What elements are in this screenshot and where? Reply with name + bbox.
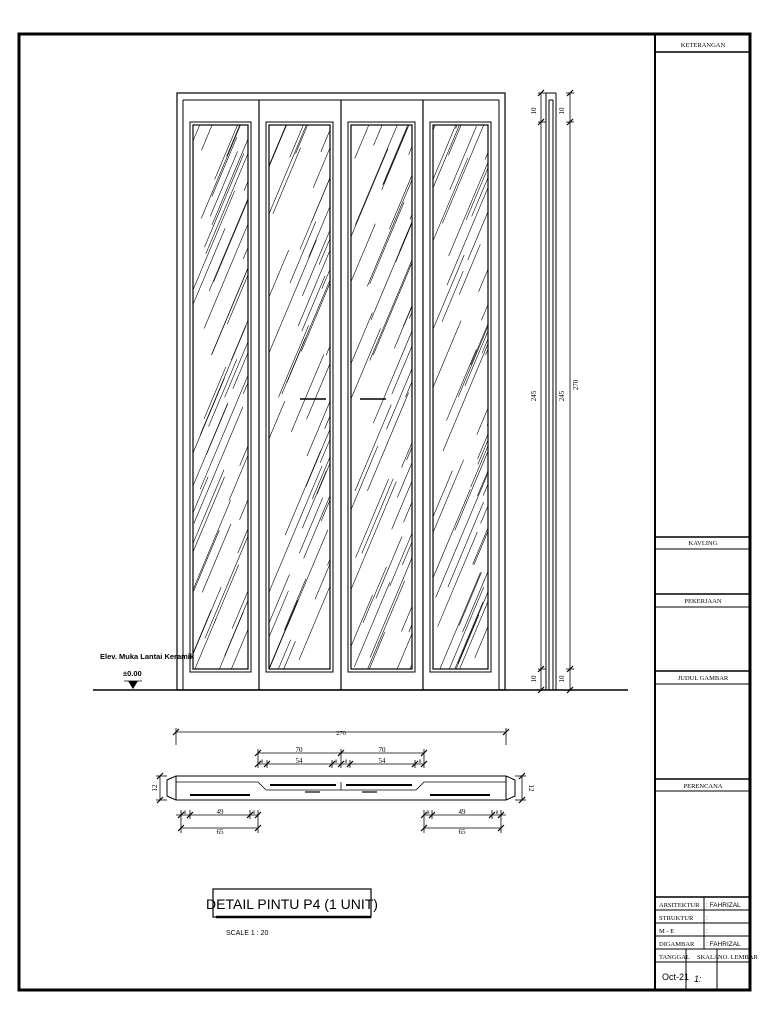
glass-hatch-stroke bbox=[396, 174, 433, 263]
glass-hatch-stroke bbox=[402, 391, 434, 468]
glass-hatch-stroke bbox=[362, 479, 393, 554]
dim-height-245-left: 245 bbox=[530, 390, 538, 402]
glass-hatch-stroke bbox=[367, 393, 408, 491]
glass-hatch-stroke bbox=[192, 191, 235, 293]
drawing-scale: SCALE 1 : 20 bbox=[226, 930, 269, 937]
dim-glass-49-right: 49 bbox=[458, 808, 466, 816]
glass-hatch-stroke bbox=[286, 680, 308, 734]
glass-hatch-stroke bbox=[206, 142, 253, 254]
glass-hatch-stroke bbox=[261, 591, 289, 657]
glass-hatch-stroke bbox=[291, 354, 324, 432]
glass-hatch-stroke bbox=[232, 578, 253, 629]
glass-hatch-stroke bbox=[289, 63, 310, 114]
dim-8-b: 8 bbox=[334, 759, 338, 765]
glass-hatch-stroke bbox=[261, 250, 289, 316]
glass-hatch-stroke bbox=[194, 407, 243, 523]
glass-hatch-stroke bbox=[487, 333, 526, 426]
glass-hatch-stroke bbox=[299, 637, 352, 763]
glass-hatch-stroke bbox=[263, 108, 313, 227]
dim-8-a: 8 bbox=[260, 759, 264, 765]
dim-8-h: 8 bbox=[495, 810, 499, 816]
glass-hatch-2 bbox=[259, 0, 383, 768]
glass-hatch-stroke bbox=[208, 612, 244, 697]
glass-hatch-stroke bbox=[448, 102, 470, 155]
glass-hatch-stroke bbox=[445, 602, 482, 691]
elevation-marker-icon bbox=[128, 681, 138, 689]
glass-hatch-stroke bbox=[432, 61, 486, 190]
glass-hatch-stroke bbox=[398, 634, 440, 734]
glass-hatch-stroke bbox=[449, 156, 491, 256]
glass-hatch-stroke bbox=[405, 283, 453, 397]
glass-hatch-stroke bbox=[404, 421, 447, 522]
glass-hatch-stroke bbox=[240, 69, 264, 125]
glass-hatch-stroke bbox=[259, 401, 284, 461]
glass-hatch-stroke bbox=[212, 269, 248, 355]
dim-glass-54-left: 54 bbox=[295, 757, 303, 765]
glass-hatch-stroke bbox=[437, 668, 465, 735]
glass-hatch-stroke bbox=[484, 642, 522, 733]
dim-depth-12-left: 12 bbox=[151, 784, 159, 792]
glass-hatch-stroke bbox=[439, 587, 484, 694]
glass-hatch-stroke bbox=[471, 401, 507, 487]
glass-hatch-stroke bbox=[433, 57, 456, 111]
dim-panel-70-left: 70 bbox=[295, 746, 303, 754]
glass-hatch-stroke bbox=[439, 572, 480, 670]
glass-hatch-stroke bbox=[342, 313, 372, 385]
glass-hatch-stroke bbox=[319, 152, 366, 265]
glass-hatch-stroke bbox=[458, 321, 490, 397]
tanggal-label: TANGGAL bbox=[659, 954, 690, 961]
glass-hatch-stroke bbox=[370, 553, 414, 657]
glass-hatch-stroke bbox=[300, 155, 340, 249]
glass-hatch-stroke bbox=[268, 466, 322, 595]
glass-hatch-stroke bbox=[231, 291, 260, 360]
door-elevation bbox=[177, 93, 505, 690]
glass-hatch-stroke bbox=[448, 502, 484, 587]
glass-hatch-stroke bbox=[478, 368, 516, 459]
glass-hatch-stroke bbox=[466, 147, 497, 220]
struktur-value: : bbox=[706, 915, 708, 922]
glass-hatch-stroke bbox=[367, 169, 416, 286]
glass-hatch-1 bbox=[184, 22, 296, 774]
glass-hatch-stroke bbox=[227, 241, 262, 324]
glass-hatch-stroke bbox=[384, 127, 408, 184]
digambar-value: : FAHRIZAL bbox=[706, 941, 741, 948]
glass-hatch-stroke bbox=[214, 161, 265, 282]
me-label: M - E bbox=[659, 928, 675, 935]
glass-hatch-stroke bbox=[447, 183, 490, 285]
glass-hatch-stroke bbox=[284, 579, 306, 631]
glass-hatch-stroke bbox=[433, 255, 464, 329]
glass-hatch-stroke bbox=[313, 104, 348, 188]
dim-8-e: 8 bbox=[183, 810, 187, 816]
glass-hatch-stroke bbox=[427, 471, 452, 532]
glass-hatch-stroke bbox=[285, 451, 321, 536]
glass-hatch-stroke bbox=[212, 96, 266, 225]
glass-hatch-stroke bbox=[312, 395, 356, 499]
glass-hatch-stroke bbox=[482, 303, 503, 353]
pekerjaan-header: PEKERJAAN bbox=[684, 598, 722, 605]
glass-hatch-stroke bbox=[443, 342, 489, 451]
glass-hatch-stroke bbox=[344, 446, 377, 525]
dim-glass-54-right: 54 bbox=[378, 757, 386, 765]
dim-8-g: 8 bbox=[426, 810, 430, 816]
plan-section bbox=[156, 728, 526, 833]
glass-hatch-stroke bbox=[269, 640, 291, 693]
dim-top-10-left: 10 bbox=[530, 107, 538, 115]
glass-hatch-stroke bbox=[370, 202, 404, 284]
glass-hatch-stroke bbox=[479, 206, 515, 292]
digambar-label: DIGAMBAR bbox=[659, 941, 695, 948]
glass-hatch-stroke bbox=[241, 668, 266, 728]
dim-panel-65-left: 65 bbox=[216, 828, 224, 836]
glass-hatch-stroke bbox=[355, 96, 381, 158]
judul-gambar-header: JUDUL GAMBAR bbox=[677, 675, 729, 682]
glass-hatch-stroke bbox=[240, 379, 276, 466]
glass-hatch-stroke bbox=[472, 149, 501, 217]
dim-top-10-right: 10 bbox=[558, 107, 566, 115]
glass-hatch-stroke bbox=[212, 137, 237, 197]
glass-hatch-stroke bbox=[397, 432, 424, 497]
glass-hatch-stroke bbox=[302, 470, 326, 528]
glass-hatch-stroke bbox=[347, 681, 380, 760]
glass-hatch-stroke bbox=[315, 676, 349, 757]
glass-hatch-stroke bbox=[355, 115, 401, 225]
keterangan-header: KETERANGAN bbox=[680, 42, 726, 49]
glass-hatch-stroke bbox=[240, 417, 283, 520]
glass-hatch-stroke bbox=[362, 24, 401, 116]
glass-hatch-stroke bbox=[358, 581, 405, 692]
glass-hatch-stroke bbox=[312, 64, 334, 117]
glass-hatch-stroke bbox=[442, 271, 463, 322]
dim-bottom-10-left: 10 bbox=[530, 675, 538, 683]
glass-hatch-stroke bbox=[344, 0, 393, 116]
dim-panel-65-right: 65 bbox=[458, 828, 466, 836]
glass-hatch-stroke bbox=[201, 67, 236, 150]
dim-height-270: 270 bbox=[572, 379, 580, 391]
glass-hatch-stroke bbox=[296, 94, 321, 153]
side-section bbox=[538, 90, 574, 693]
glass-hatch-stroke bbox=[409, 192, 462, 319]
glass-hatch-stroke bbox=[456, 21, 501, 128]
glass-hatch-stroke bbox=[212, 50, 241, 120]
glass-hatch-stroke bbox=[278, 325, 308, 397]
glass-hatch-stroke bbox=[394, 258, 432, 348]
glass-hatch-stroke bbox=[430, 321, 461, 395]
glass-hatch-stroke bbox=[376, 536, 402, 598]
tanggal-value: Oct-21 bbox=[662, 972, 690, 982]
glass-hatch-stroke bbox=[448, 686, 480, 763]
glass-hatch-4 bbox=[424, 21, 526, 774]
glass-hatch-stroke bbox=[431, 614, 479, 728]
glass-hatch-stroke bbox=[189, 500, 231, 600]
dim-panel-70-right: 70 bbox=[378, 746, 386, 754]
title-block bbox=[655, 52, 750, 990]
glass-hatch-stroke bbox=[462, 521, 509, 632]
dim-bottom-10-right: 10 bbox=[558, 675, 566, 683]
glass-hatch-stroke bbox=[426, 685, 464, 774]
glass-hatch-stroke bbox=[217, 580, 268, 702]
glass-hatch-stroke bbox=[370, 261, 412, 361]
glass-hatch-stroke bbox=[459, 244, 480, 294]
glass-hatch-stroke bbox=[442, 125, 483, 223]
glass-hatch-stroke bbox=[309, 149, 354, 257]
glass-hatch-stroke bbox=[433, 101, 466, 179]
glass-hatch-stroke bbox=[374, 20, 427, 145]
glass-hatch-stroke bbox=[214, 565, 239, 624]
glass-hatch-stroke bbox=[191, 403, 228, 491]
glass-hatch-stroke bbox=[477, 340, 517, 435]
sheet-border bbox=[19, 34, 750, 990]
elevation-value: ±0.00 bbox=[123, 669, 142, 678]
glass-hatch-stroke bbox=[315, 518, 349, 599]
glass-hatch-stroke bbox=[471, 289, 503, 365]
elevation-label: Elev. Muka Lantai Keramik bbox=[100, 652, 195, 661]
glass-hatch-stroke bbox=[401, 548, 436, 632]
glass-hatch-stroke bbox=[478, 393, 508, 465]
dim-total-width: 270 bbox=[336, 730, 346, 737]
glass-hatch-stroke bbox=[307, 386, 336, 456]
glass-hatch-stroke bbox=[447, 596, 491, 700]
glass-hatch-stroke bbox=[262, 66, 311, 182]
no-lembar-label: NO. LEMBAR bbox=[718, 954, 758, 961]
glass-hatch-stroke bbox=[474, 492, 505, 565]
glass-hatch-stroke bbox=[446, 22, 488, 122]
glass-hatch-stroke bbox=[321, 419, 364, 521]
glass-hatch-stroke bbox=[317, 384, 363, 494]
glass-hatch-stroke bbox=[345, 595, 373, 662]
kavling-header: KAVLING bbox=[688, 540, 718, 547]
glass-hatch-stroke bbox=[299, 547, 346, 660]
glass-hatch-stroke bbox=[189, 378, 225, 463]
glass-hatch-stroke bbox=[188, 50, 231, 153]
glass-hatch-stroke bbox=[299, 498, 322, 554]
glass-hatch-stroke bbox=[371, 232, 408, 320]
glass-hatch-stroke bbox=[243, 203, 267, 259]
glass-hatch-stroke bbox=[459, 572, 481, 625]
glass-hatch-stroke bbox=[269, 641, 295, 704]
glass-hatch-stroke bbox=[447, 349, 477, 420]
glass-hatch-stroke bbox=[347, 482, 396, 598]
glass-hatch-stroke bbox=[210, 151, 237, 216]
struktur-label: STRUKTUR bbox=[659, 915, 694, 922]
glass-hatch-stroke bbox=[450, 126, 477, 190]
perencana-header: PERENCANA bbox=[683, 783, 723, 790]
glass-hatch-stroke bbox=[386, 303, 439, 429]
dim-glass-49-left: 49 bbox=[216, 808, 224, 816]
dim-8-d: 8 bbox=[418, 759, 422, 765]
glass-hatch-stroke bbox=[407, 345, 456, 461]
glass-hatch-3 bbox=[342, 0, 462, 771]
glass-hatch-stroke bbox=[485, 101, 510, 160]
glass-hatch-stroke bbox=[282, 338, 306, 394]
glass-hatch-stroke bbox=[473, 452, 520, 565]
skala-value: 1: bbox=[694, 974, 702, 984]
glass-hatch-stroke bbox=[260, 106, 295, 189]
glass-hatch-stroke bbox=[362, 8, 411, 125]
glass-hatch-stroke bbox=[264, 240, 316, 365]
glass-hatch-stroke bbox=[215, 678, 250, 761]
glass-hatch-stroke bbox=[306, 400, 343, 487]
glass-hatch-stroke bbox=[356, 479, 389, 558]
dim-8-c: 8 bbox=[344, 759, 348, 765]
drawing-title: DETAIL PINTU P4 (1 UNIT) bbox=[206, 896, 378, 912]
glass-hatch-stroke bbox=[382, 695, 414, 771]
glass-hatch-stroke bbox=[238, 437, 287, 553]
glass-hatch-stroke bbox=[355, 405, 391, 491]
me-value: : bbox=[706, 928, 708, 935]
dim-depth-12-right: 12 bbox=[527, 784, 535, 792]
arsitektur-label: ARSITEKTUR bbox=[659, 902, 700, 909]
glass-hatch-stroke bbox=[436, 475, 488, 598]
glass-hatch-stroke bbox=[363, 567, 387, 623]
glass-hatch-stroke bbox=[329, 466, 382, 593]
glass-hatch-stroke bbox=[200, 326, 246, 435]
glass-hatch-stroke bbox=[268, 600, 298, 671]
glass-hatch-stroke bbox=[321, 88, 348, 152]
glass-hatch-stroke bbox=[322, 221, 350, 289]
skala-label: SKALA bbox=[697, 954, 719, 961]
glass-hatch-stroke bbox=[354, 582, 389, 666]
glass-hatch-stroke bbox=[273, 148, 301, 214]
glass-hatch-stroke bbox=[320, 381, 354, 463]
dim-8-f: 8 bbox=[252, 810, 256, 816]
glass-hatch-stroke bbox=[266, 706, 292, 769]
glass-hatch-stroke bbox=[265, 0, 318, 121]
arsitektur-value: : FAHRIZAL bbox=[706, 902, 741, 909]
dim-height-245-right: 245 bbox=[558, 390, 566, 402]
